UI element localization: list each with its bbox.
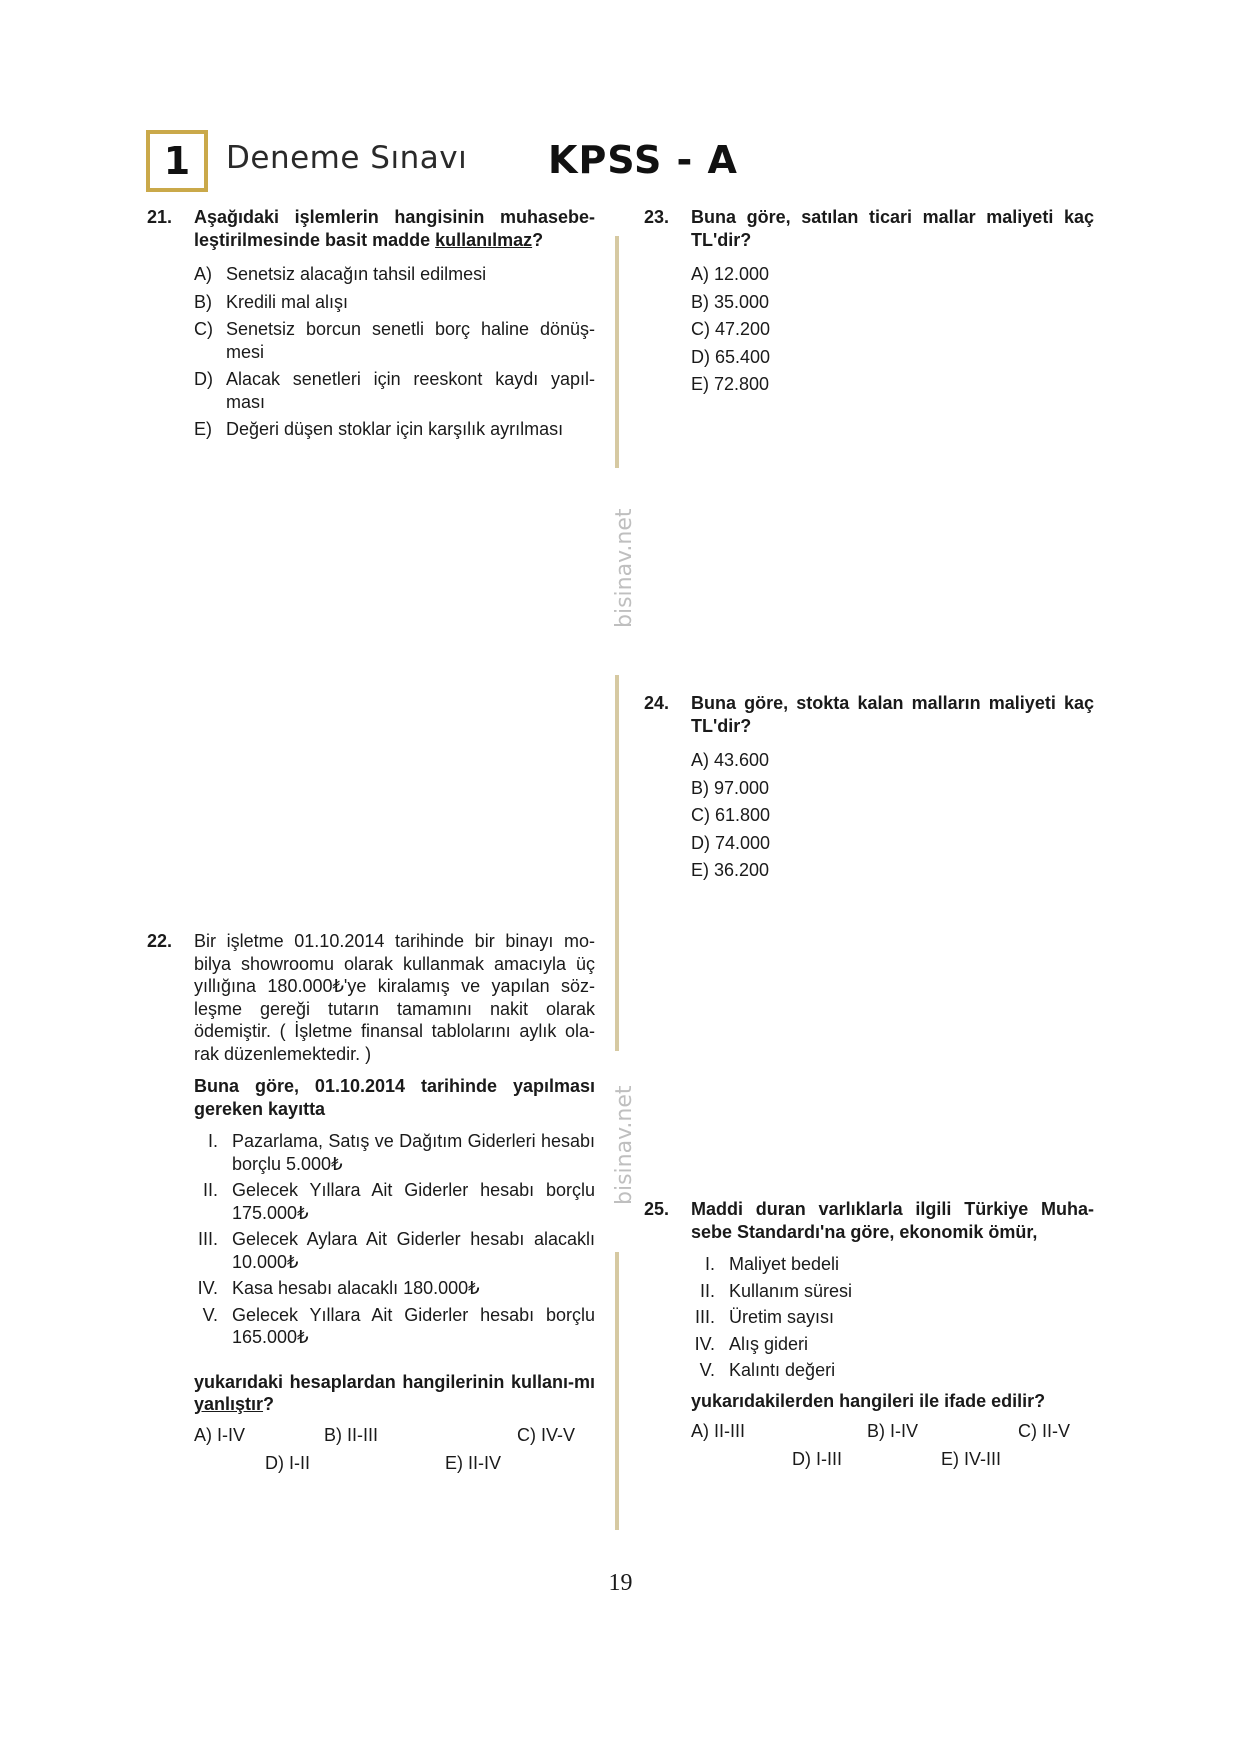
exam-number-badge	[146, 130, 208, 192]
answer-option[interactable]: E) 72.800	[691, 374, 770, 394]
statement-item: IV. Kasa hesabı alacaklı 180.000₺	[197, 1278, 480, 1298]
answer-row	[691, 1420, 1094, 1448]
brand-logo: KPSS - A	[548, 138, 738, 182]
answer-options	[691, 749, 1094, 882]
question-number: 22.	[147, 931, 173, 951]
column-divider	[615, 675, 619, 1051]
answer-option[interactable]: D) Alacak senetleri için reeskont kaydı yapıl-ması	[194, 369, 595, 412]
answer-option[interactable]: A) Senetsiz alacağın tahsil edilmesi	[194, 264, 487, 284]
answer-option[interactable]: B) 97.000	[691, 777, 770, 798]
statement-item: IV. Alış gideri	[694, 1333, 809, 1354]
question-number: 21.	[147, 207, 173, 227]
answer-option[interactable]: A) II-III	[691, 1421, 745, 1441]
question-stem: Aşağıdaki işlemlerin hangisinin muhasebe-leştirilmesinde basit madde kullanılmaz?	[194, 207, 595, 250]
answer-option[interactable]: A) I-IV	[194, 1424, 246, 1445]
column-divider	[615, 1252, 619, 1530]
answer-row	[691, 1448, 1094, 1476]
watermark: bisinav.net	[612, 508, 637, 628]
answer-option[interactable]: B) Kredili mal alışı	[194, 291, 349, 312]
statement-item: I. Maliyet bedeli	[704, 1254, 840, 1274]
question-lead: Buna göre, 01.10.2014 tarihinde yapılması gereken kayıtta	[194, 1076, 595, 1119]
answer-option[interactable]: C) IV-V	[517, 1424, 576, 1445]
answer-option[interactable]: B) I-IV	[867, 1421, 919, 1441]
statement-item: V. Kalıntı değeri	[699, 1360, 836, 1380]
answer-option[interactable]: A) 12.000	[691, 264, 770, 284]
question-24	[644, 692, 1094, 887]
question-number: 23.	[644, 207, 670, 227]
question-body: Bir işletme 01.10.2014 tarihinde bir binayı mo-bilya showroomu olarak kullanmak amacıyla üç yıllığına 180.000₺'ye kiralamış ve yapılan söz-leşme gereği tutarın tamamını nakit olarak ödemiştir. ( İşletme finansal tablolarını aylık ola-rak düzenlemektedir. )	[194, 931, 595, 1064]
statement-item: III. Üretim sayısı	[694, 1307, 835, 1327]
question-25	[644, 1198, 1094, 1476]
statement-item: II. Gelecek Yıllara Ait Giderler hesabı borçlu 175.000₺	[202, 1180, 595, 1223]
answer-option[interactable]: E) 36.200	[691, 860, 770, 880]
question-stem: Maddi duran varlıklarla ilgili Türkiye Muha-sebe Standardı'na göre, ekonomik ömür,	[691, 1199, 1094, 1242]
statement-item: II. Kullanım süresi	[699, 1280, 853, 1301]
answer-option[interactable]: C) II-V	[1018, 1421, 1070, 1441]
answer-row	[194, 1452, 595, 1480]
answer-option[interactable]: D) 74.000	[691, 832, 771, 853]
statement-item: I. Pazarlama, Satış ve Dağıtım Giderleri hesabı borçlu 5.000₺	[207, 1131, 595, 1174]
exam-title: Deneme Sınavı	[226, 140, 468, 176]
question-stem: Buna göre, satılan ticari mallar maliyeti kaç TL'dir?	[691, 207, 1094, 250]
question-number: 25.	[644, 1199, 670, 1219]
statement-item: V. Gelecek Yıllara Ait Giderler hesabı borçlu 165.000₺	[202, 1304, 595, 1347]
answer-options	[194, 263, 595, 441]
answer-option[interactable]: D) I-II	[265, 1452, 310, 1473]
statement-list	[691, 1253, 1094, 1382]
statement-item: III. Gelecek Aylara Ait Giderler hesabı alacaklı 10.000₺	[197, 1229, 595, 1272]
question-number: 24.	[644, 693, 670, 713]
answer-option[interactable]: C) 47.200	[691, 319, 771, 339]
answer-option[interactable]: C) Senetsiz borcun senetli borç haline dönüş-mesi	[194, 319, 595, 362]
question-prompt: yukarıdaki hesaplardan hangilerinin kullanı-mı yanlıştır?	[194, 1371, 595, 1414]
answer-option[interactable]: D) 65.400	[691, 346, 771, 367]
answer-option[interactable]: B) II-III	[324, 1424, 378, 1445]
exam-number: 1	[163, 139, 191, 183]
question-23	[644, 206, 1094, 401]
answer-options	[691, 263, 1094, 396]
question-prompt: yukarıdakilerden hangileri ile ifade edilir?	[691, 1390, 1046, 1411]
statement-list	[194, 1130, 595, 1349]
watermark: bisinav.net	[612, 1085, 637, 1205]
answer-option[interactable]: D) I-III	[792, 1449, 842, 1469]
answer-option[interactable]: E) Değeri düşen stoklar için karşılık ayrılması	[194, 419, 564, 439]
answer-option[interactable]: E) II-IV	[445, 1452, 502, 1473]
question-22	[147, 930, 595, 1480]
answer-option[interactable]: E) IV-III	[941, 1449, 1002, 1469]
question-21	[147, 206, 595, 446]
column-divider	[615, 236, 619, 468]
answer-row	[194, 1424, 595, 1452]
answer-option[interactable]: A) 43.600	[691, 750, 770, 770]
question-stem: Buna göre, stokta kalan malların maliyeti kaç TL'dir?	[691, 693, 1094, 736]
answer-option[interactable]: B) 35.000	[691, 291, 770, 312]
answer-option[interactable]: C) 61.800	[691, 805, 771, 825]
page-number: 19	[608, 1570, 633, 1596]
